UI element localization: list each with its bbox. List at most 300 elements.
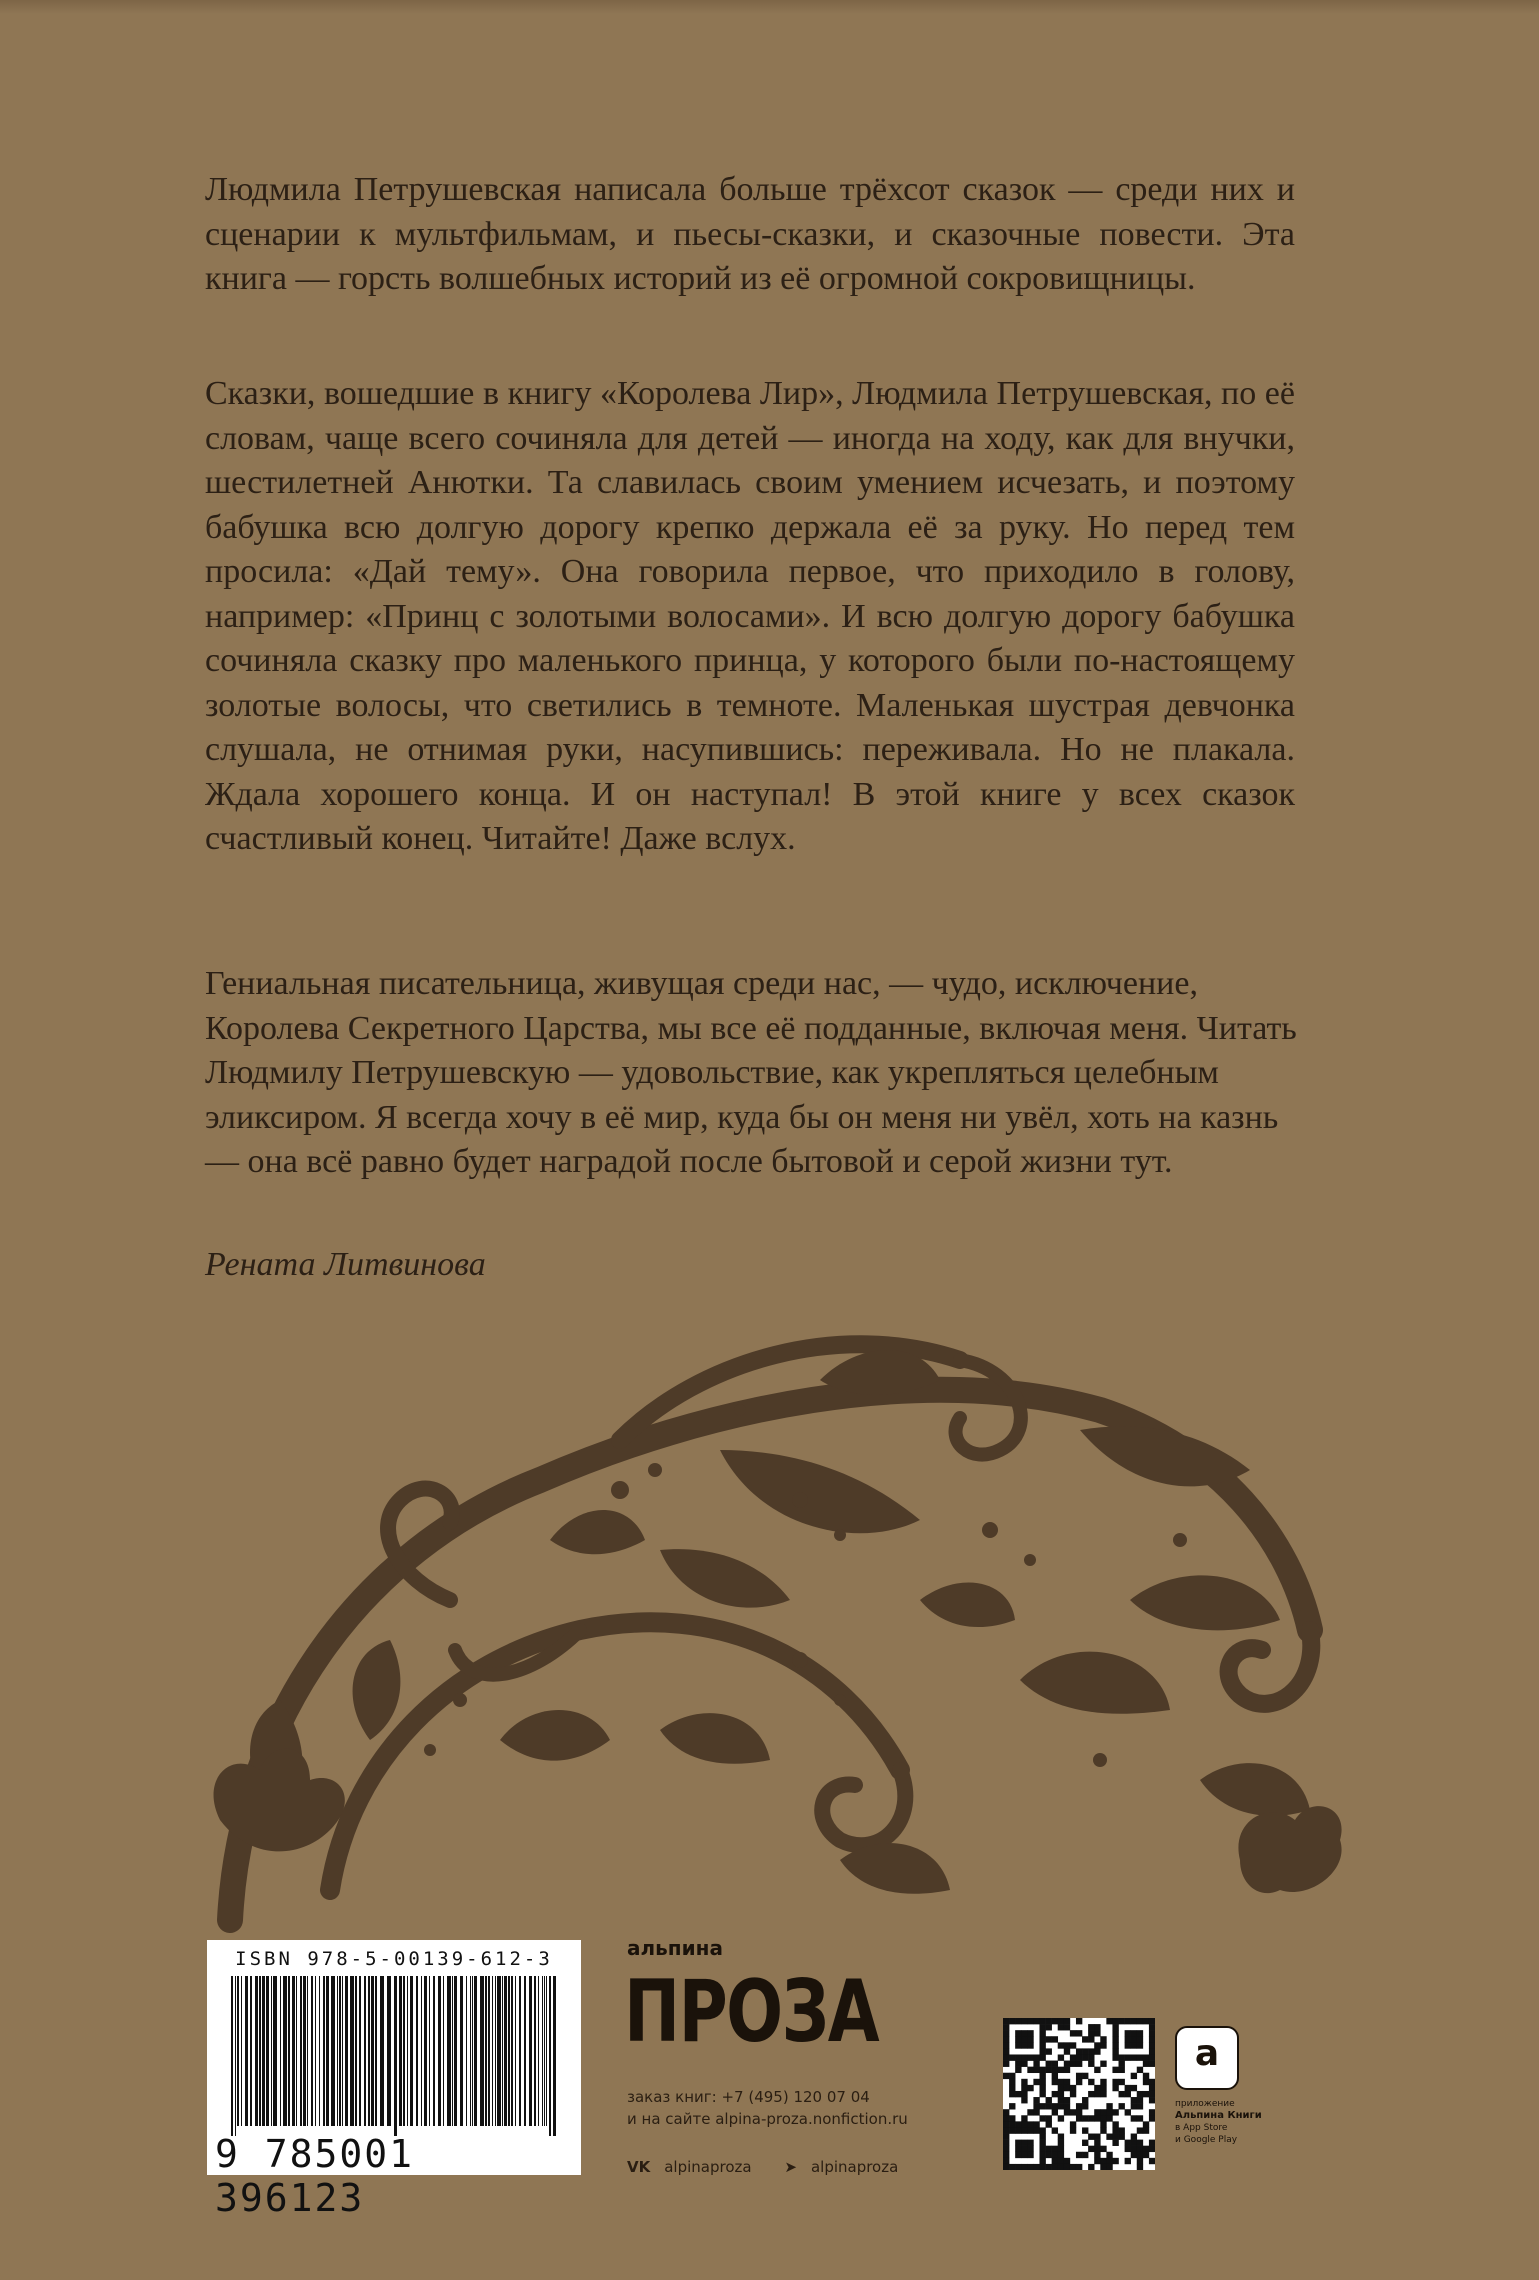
qr-module [1046,2018,1052,2024]
qr-module [1094,2042,1100,2048]
qr-module [1112,2121,1118,2127]
qr-module [1094,2048,1100,2054]
qr-module [1143,2073,1149,2079]
qr-module [1131,2030,1137,2036]
qr-module [1088,2134,1094,2140]
qr-module [1039,2115,1045,2121]
qr-module [1137,2036,1143,2042]
qr-module [1088,2164,1094,2170]
qr-module [1046,2115,1052,2121]
qr-module [1119,2067,1125,2073]
qr-module [1003,2164,1009,2170]
qr-module [1149,2146,1155,2152]
qr-module [1052,2152,1058,2158]
barcode-bar [454,1976,457,2126]
qr-module [1033,2054,1039,2060]
description-paragraph-2 [205,372,1295,862]
publisher-logo: ПРОЗА [624,1962,879,2062]
barcode-bar [443,1976,444,2126]
qr-module [1070,2164,1076,2170]
qr-module [1003,2134,1009,2140]
qr-module [1137,2140,1143,2146]
qr-module [1064,2018,1070,2024]
qr-module [1009,2054,1015,2060]
qr-module [1064,2085,1070,2091]
qr-module [1112,2079,1118,2085]
qr-module [1131,2097,1137,2103]
qr-module [1082,2073,1088,2079]
qr-module [1088,2048,1094,2054]
qr-module [1039,2073,1045,2079]
qr-module [1137,2146,1143,2152]
qr-module [1106,2164,1112,2170]
app-logo-icon: a [1175,2026,1239,2090]
qr-module [1021,2042,1027,2048]
barcode-bar [421,1976,422,2126]
qr-module [1112,2048,1118,2054]
qr-module [1003,2109,1009,2115]
qr-module [1106,2109,1112,2115]
qr-module [1052,2158,1058,2164]
vk-link[interactable] [627,2158,766,2176]
qr-module [1070,2061,1076,2067]
qr-module [1027,2152,1033,2158]
qr-module [1076,2109,1082,2115]
qr-module [1039,2030,1045,2036]
qr-module [1149,2115,1155,2121]
qr-module [1052,2073,1058,2079]
qr-module [1076,2030,1082,2036]
qr-module [1064,2079,1070,2085]
barcode-bar [519,1976,521,2126]
barcode-bar [538,1976,539,2126]
qr-module [1015,2067,1021,2073]
qr-module [1027,2042,1033,2048]
qr-module [1131,2115,1137,2121]
qr-module [1137,2091,1143,2097]
qr-module [1015,2152,1021,2158]
barcode-bar [460,1976,463,2126]
barcode-bar [504,1976,507,2126]
barcode-bar [534,1976,536,2126]
barcode-bar [485,1976,487,2126]
qr-module [1149,2024,1155,2030]
qr-module [1088,2036,1094,2042]
telegram-icon: ➤ [784,2158,797,2176]
barcode-bar [307,1976,308,2126]
barcode-bar [364,1976,366,2126]
qr-module [1106,2103,1112,2109]
qr-module [1112,2042,1118,2048]
qr-module [1003,2073,1009,2079]
barcode-bar [250,1976,252,2126]
barcode-bar [474,1976,477,2126]
barcode-bar [231,1976,233,2136]
qr-module [1033,2109,1039,2115]
qr-module [1070,2091,1076,2097]
qr-module [1046,2048,1052,2054]
barcode-bar [452,1976,453,2126]
qr-module [1015,2164,1021,2170]
qr-module [1106,2134,1112,2140]
qr-module [1003,2054,1009,2060]
qr-module [1070,2109,1076,2115]
barcode-bar [524,1976,526,2126]
barcode-bar [470,1976,471,2126]
app-download-info [1175,2098,1295,2146]
qr-module [1094,2109,1100,2115]
qr-module [1027,2036,1033,2042]
qr-module [1131,2152,1137,2158]
qr-module [1100,2127,1106,2133]
barcode-bar [323,1976,325,2126]
qr-module [1082,2036,1088,2042]
qr-module [1125,2042,1131,2048]
qr-module [1039,2036,1045,2042]
qr-module [1131,2085,1137,2091]
qr-module [1131,2018,1137,2024]
barcode-bar [350,1976,354,2126]
publisher-small-name: альпина [627,1936,723,1960]
qr-module [1009,2079,1015,2085]
qr-module [1039,2152,1045,2158]
qr-module [1064,2067,1070,2073]
qr-module [1003,2115,1009,2121]
qr-module [1100,2085,1106,2091]
qr-module [1015,2146,1021,2152]
qr-module [1143,2121,1149,2127]
qr-module [1046,2103,1052,2109]
qr-module [1100,2036,1106,2042]
qr-module [1039,2158,1045,2164]
qr-module [1027,2085,1033,2091]
qr-module [1143,2018,1149,2024]
qr-module [1149,2085,1155,2091]
qr-module [1003,2024,1009,2030]
qr-module [1131,2036,1137,2042]
qr-module [1076,2164,1082,2170]
qr-module [1112,2134,1118,2140]
review-quote [205,962,1305,1185]
barcode-bar [296,1976,297,2126]
qr-module [1143,2127,1149,2133]
barcode-digits: 9 785001 396123 [215,2132,415,2220]
qr-module [1137,2164,1143,2170]
qr-module [1058,2079,1064,2085]
qr-module [1143,2091,1149,2097]
qr-module [1058,2024,1064,2030]
barcode-bar [492,1976,493,2126]
qr-module [1106,2158,1112,2164]
qr-module [1076,2103,1082,2109]
qr-module [1052,2079,1058,2085]
qr-module [1112,2067,1118,2073]
qr-module [1131,2103,1137,2109]
barcode-bar [394,1976,397,2136]
qr-module [1021,2018,1027,2024]
qr-module [1119,2018,1125,2024]
qr-module [1021,2152,1027,2158]
qr-module [1039,2127,1045,2133]
qr-module [1009,2121,1015,2127]
qr-module [1027,2127,1033,2133]
qr-module [1052,2067,1058,2073]
qr-module [1046,2067,1052,2073]
qr-module [1143,2061,1149,2067]
barcode-bar [273,1976,277,2126]
qr-module [1052,2109,1058,2115]
qr-module [1064,2164,1070,2170]
qr-module [1112,2109,1118,2115]
qr-module [1033,2164,1039,2170]
qr-module [1027,2018,1033,2024]
qr-module [1125,2091,1131,2097]
qr-module [1033,2103,1039,2109]
qr-module [1149,2140,1155,2146]
qr-module [1076,2073,1082,2079]
qr-module [1033,2079,1039,2085]
qr-module [1033,2127,1039,2133]
qr-module [1082,2097,1088,2103]
barcode-bar [544,1976,545,2126]
qr-module [1137,2103,1143,2109]
qr-module [1064,2048,1070,2054]
qr-module [1052,2164,1058,2170]
qr-module [1058,2140,1064,2146]
floral-ornament [200,1300,1350,1940]
barcode-bar [472,1976,473,2126]
qr-module [1058,2134,1064,2140]
barcode-bar [280,1976,281,2126]
app-line-2: Альпина Книги [1175,2110,1262,2121]
barcode-bar [255,1976,258,2126]
qr-module [1064,2158,1070,2164]
qr-module [1058,2018,1064,2024]
barcode-bar [515,1976,516,2126]
qr-module [1137,2042,1143,2048]
qr-module [1003,2036,1009,2042]
qr-module [1039,2054,1045,2060]
barcode-bar [403,1976,405,2126]
barcode-bar [447,1976,451,2126]
barcode-bar [488,1976,490,2126]
barcode-bar [399,1976,402,2126]
barcode-bar [342,1976,343,2126]
qr-module [1064,2042,1070,2048]
barcode-bar [345,1976,348,2126]
barcode-bar [495,1976,496,2126]
qr-module [1088,2079,1094,2085]
qr-module [1021,2127,1027,2133]
qr-module [1027,2164,1033,2170]
qr-module [1100,2121,1106,2127]
qr-module [1125,2146,1131,2152]
qr-module [1143,2152,1149,2158]
qr-module [1137,2054,1143,2060]
qr-module [1088,2054,1094,2060]
qr-module [1100,2158,1106,2164]
isbn-number: ISBN 978-5-00139-612-3 [235,1948,553,1970]
qr-module [1033,2018,1039,2024]
qr-module [1027,2030,1033,2036]
barcode-bar [407,1976,408,2126]
app-line-3: в App Store [1175,2123,1228,2133]
app-line-1: приложение [1175,2099,1235,2109]
qr-module [1058,2158,1064,2164]
qr-module [1039,2067,1045,2073]
qr-module [1094,2091,1100,2097]
qr-module [1112,2140,1118,2146]
qr-module [1082,2127,1088,2133]
qr-module [1046,2036,1052,2042]
qr-module [1021,2054,1027,2060]
qr-module [1094,2115,1100,2121]
qr-module [1100,2146,1106,2152]
qr-module [1039,2164,1045,2170]
barcode-bar [235,1976,236,2136]
qr-module [1137,2030,1143,2036]
qr-module [1070,2042,1076,2048]
qr-module [1058,2146,1064,2152]
barcode-bar [549,1976,551,2136]
barcode-bar [542,1976,543,2126]
qr-module [1039,2140,1045,2146]
qr-module [1039,2042,1045,2048]
qr-module [1058,2067,1064,2073]
barcode-bar [438,1976,441,2126]
qr-module [1033,2121,1039,2127]
qr-module [1119,2079,1125,2085]
telegram-link[interactable] [784,2158,912,2176]
qr-module [1070,2127,1076,2133]
qr-module [1039,2103,1045,2109]
qr-module [1046,2061,1052,2067]
qr-module [1027,2109,1033,2115]
qr-module [1009,2103,1015,2109]
telegram-label: alpinaproza [810,2158,899,2176]
qr-module [1027,2067,1033,2073]
qr-module [1021,2121,1027,2127]
qr-module [1021,2091,1027,2097]
barcode-bar [245,1976,248,2126]
qr-module [1131,2054,1137,2060]
qr-module [1003,2048,1009,2054]
qr-module [1088,2024,1094,2030]
barcode-bar [292,1976,295,2126]
qr-module [1106,2152,1112,2158]
qr-module [1070,2121,1076,2127]
qr-module [1052,2127,1058,2133]
qr-module [1137,2115,1143,2121]
qr-module [1009,2127,1015,2133]
qr-module [1003,2140,1009,2146]
qr-module [1033,2061,1039,2067]
qr-module [1027,2121,1033,2127]
qr-module [1064,2024,1070,2030]
qr-module [1082,2048,1088,2054]
qr-module [1094,2152,1100,2158]
qr-module [1137,2158,1143,2164]
qr-module [1003,2127,1009,2133]
qr-module [1149,2091,1155,2097]
barcode-bar [326,1976,329,2126]
qr-module [1021,2140,1027,2146]
qr-module [1094,2134,1100,2140]
qr-module [1058,2054,1064,2060]
barcode-bar [288,1976,290,2126]
qr-module [1100,2079,1106,2085]
qr-module [1088,2061,1094,2067]
qr-module [1076,2018,1082,2024]
qr-module [1058,2164,1064,2170]
barcode-bar [241,1976,242,2126]
qr-module [1125,2030,1131,2036]
qr-module [1112,2127,1118,2133]
qr-module [1021,2164,1027,2170]
qr-module [1076,2054,1082,2060]
qr-module [1039,2146,1045,2152]
qr-module [1100,2164,1106,2170]
qr-module [1070,2054,1076,2060]
qr-module [1058,2115,1064,2121]
qr-module [1131,2042,1137,2048]
qr-module [1143,2146,1149,2152]
qr-code [1003,2018,1155,2170]
barcode-bar [368,1976,370,2126]
barcode-bar [359,1976,361,2126]
qr-module [1125,2109,1131,2115]
qr-module [1027,2146,1033,2152]
qr-module [1149,2030,1155,2036]
qr-module [1137,2152,1143,2158]
qr-module [1046,2097,1052,2103]
order-phone: заказ книг: +7 (495) 120 07 04 [627,2088,870,2106]
quote-author: Рената Литвинова [205,1246,486,1283]
qr-module [1003,2121,1009,2127]
qr-module [1009,2164,1015,2170]
qr-module [1027,2054,1033,2060]
vk-icon: VK [627,2158,651,2176]
qr-module [1070,2030,1076,2036]
qr-module [1039,2024,1045,2030]
qr-module [1015,2054,1021,2060]
qr-module [1064,2097,1070,2103]
qr-module [1088,2146,1094,2152]
vk-label: alpinaproza [664,2158,752,2176]
qr-module [1149,2054,1155,2060]
qr-module [1112,2085,1118,2091]
qr-module [1137,2067,1143,2073]
qr-module [1112,2030,1118,2036]
qr-module [1039,2085,1045,2091]
qr-module [1137,2018,1143,2024]
qr-module [1058,2103,1064,2109]
qr-module [1094,2085,1100,2091]
qr-module [1009,2073,1015,2079]
qr-module [1027,2140,1033,2146]
qr-module [1039,2134,1045,2140]
qr-module [1149,2158,1155,2164]
qr-module [1015,2127,1021,2133]
qr-module [1125,2085,1131,2091]
barcode-bar [339,1976,341,2126]
social-links [627,2158,926,2176]
qr-module [1052,2091,1058,2097]
qr-module [1149,2042,1155,2048]
qr-module [1082,2054,1088,2060]
qr-module [1039,2079,1045,2085]
qr-module [1009,2085,1015,2091]
